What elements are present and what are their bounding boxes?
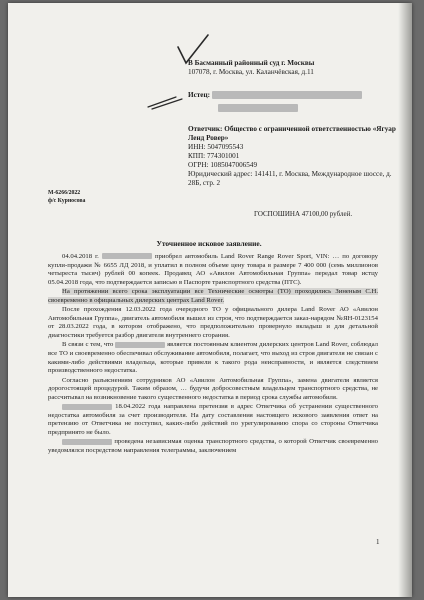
document-title: Уточненное исковое заявление. <box>156 239 262 248</box>
defendant-kpp: КПП: 774301001 <box>188 152 240 160</box>
pen-scribble-icon <box>146 89 186 111</box>
paragraph <box>48 341 378 375</box>
paragraph-text: На протяжении всего срока эксплуатации все Технические осмотры (ТО) проходились Зиненым С.Н. своевременно в официальных дилерских центрах Land Rover. <box>48 288 378 304</box>
page-number: 1 <box>376 538 380 546</box>
paragraph-text: проведена независимая оценка транспортного средства, о которой Ответчик своевременно уведомлялся посредством направления телеграммы, заключением <box>48 438 378 455</box>
paragraph-text: является постоянным клиентом дилерских центров Land Rover, соблюдал все ТО и своевременно обеспечивал обслуживание автомобиля, полагает, что выход из строя двигателя не связан с какими-либо действиями владельца, которые привели к такого рода неисправности, и является следствием производственного недостатка. <box>48 341 379 375</box>
paragraph-text: После прохождения 12.03.2022 года очередного ТО у официального дилера Land Rover АО «Авилон Автомобильная Группа», двигатель автомобиля вышел из строя, что подтверждается заказ-нарядом №ЯН-0123154 от 28.03.2022 года, в котором отображено, что предположительно провернуло вкладыш и для детальной диагностики требуется разбор двигателя внутреннего сгорания. <box>48 306 378 339</box>
document-body <box>48 253 378 457</box>
scan-shadow <box>398 3 412 597</box>
case-judge: ф/с Курносова <box>48 198 86 204</box>
redacted-plaintiff-line <box>218 104 298 112</box>
defendant-ogrn: ОГРН: 1085047006549 <box>188 161 258 169</box>
paragraph <box>48 377 378 403</box>
paragraph <box>48 438 378 455</box>
paragraph <box>48 403 378 437</box>
paragraph <box>48 288 378 305</box>
state-duty: ГОСПОШИНА 47100,00 рублей. <box>254 210 353 218</box>
case-number: М-6266/2022 <box>48 190 81 196</box>
defendant-address: Юридический адрес: 141411, г. Москва, Международное шоссе, д. 28Б, стр. 2 <box>188 170 392 187</box>
paragraph-lead: 18.04.2022 года <box>115 403 161 411</box>
redacted-name <box>115 342 165 348</box>
paragraph-text: Согласно разъяснениям сотрудников АО «Авилон Автомобильная Группа», замена двигателя является дорогостоящей процедурой. Таким образом, … будучи добросовестным владельцем транспортного средства, не рассчитывал на возникновение такого существенного недостатка в период срока службы автомобиля. <box>48 376 378 401</box>
paragraph-text: направлена претензия в адрес Ответчика об устранении существенного недостатка автомобиля за счет производителя. На дату составления настоящего искового заявления ответ на претензию от Ответчика не поступил, каких-либо действий по урегулированию спора со стороны Ответчика предпринято не было. <box>48 403 378 436</box>
redacted-name <box>62 439 112 445</box>
redacted-plaintiff <box>212 91 362 99</box>
paragraph-lead: 04.04.2018 г. <box>62 253 99 260</box>
document-page <box>8 3 412 597</box>
address-block <box>188 59 398 188</box>
case-stamp <box>48 189 85 205</box>
paragraph <box>48 253 378 287</box>
paragraph-text: приобрел автомобиль Land Rover Range Rover Sport, VIN: … по договору купли-продажи № 6655 ЛД 2018, и уплатил в полном объеме цену товара в размере 7 400 000 (семь миллионов четыреста тысяч) рублей 00 копеек. Продавец АО «Авилон Автомобильная Группа» передал товар истцу 05.04.2018 года, что подтверждается записью в Паспорте транспортного средства (ПТС). <box>48 253 378 286</box>
paragraph <box>48 306 378 340</box>
paragraph-lead: В связи с тем, что <box>62 341 114 349</box>
defendant-inn: ИНН: 5047095543 <box>188 143 244 151</box>
defendant-name: Общество с ограниченной ответственностью «Ягуар Ленд Ровер» <box>188 125 396 142</box>
court-name: В Басманный районный суд г. Москвы <box>188 59 315 67</box>
court-address: 107078, г. Москва, ул. Каланчёвская, д.11 <box>188 68 314 76</box>
plaintiff-label: Истец: <box>188 91 211 99</box>
redacted-name <box>102 253 152 259</box>
redacted-name <box>62 404 112 410</box>
defendant-label: Ответчик: <box>188 125 223 133</box>
